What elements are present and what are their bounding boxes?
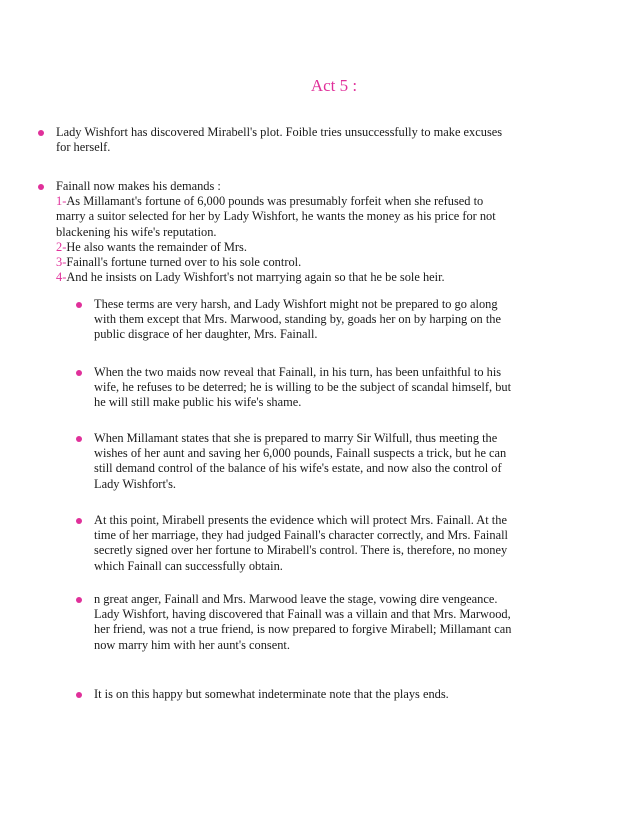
text-line: still demand control of the balance of his wife's estate, and now also the control of — [94, 461, 502, 476]
demand-line — [56, 194, 496, 209]
text-line: Lady Wishfort, having discovered that Fainall was a villain and that Mrs. Marwood, — [94, 607, 511, 622]
text-line: with them except that Mrs. Marwood, standing by, goads her on by harping on the — [94, 312, 501, 327]
bullet-icon — [38, 130, 44, 136]
text-line: When the two maids now reveal that Fainall, in his turn, has been unfaithful to his — [94, 365, 502, 379]
bullet-icon — [38, 184, 44, 190]
list-item — [94, 687, 449, 702]
text-line: secretly signed over her fortune to Mirabell's control. There is, therefore, no money — [94, 543, 508, 558]
text-line: which Fainall can successfully obtain. — [94, 558, 283, 573]
list-item — [94, 297, 501, 343]
bullet-icon — [76, 370, 82, 376]
page-title: Act 5 : — [310, 76, 358, 95]
demand-line — [56, 255, 496, 270]
text-line: public disgrace of her daughter, Mrs. Fainall. — [94, 327, 318, 342]
bullet-icon — [76, 597, 82, 603]
bullet-icon — [76, 692, 82, 698]
list-item — [56, 125, 502, 155]
list-item — [56, 179, 496, 285]
text-line: he will still make public his wife's shame. — [94, 395, 302, 410]
demand-text: Fainall's fortune turned over to his sole control. — [66, 255, 302, 270]
list-item — [94, 431, 506, 492]
list-item — [94, 365, 511, 411]
bullet-icon — [76, 518, 82, 524]
text-line: It is on this happy but somewhat indeterminate note that the plays ends. — [94, 687, 449, 701]
demand-text: And he insists on Lady Wishfort's not marrying again so that he be sole heir. — [66, 270, 445, 285]
demand-number: 1- — [56, 194, 67, 209]
text-line: now marry him with her aunt's consent. — [94, 637, 290, 652]
text-line: Lady Wishfort has discovered Mirabell's plot. Foible tries unsuccessfully to make excuses — [56, 125, 503, 139]
demand-line — [56, 240, 496, 255]
text-line: n great anger, Fainall and Mrs. Marwood leave the stage, vowing dire vengeance. — [94, 592, 498, 606]
list-item — [94, 592, 511, 653]
text-line: These terms are very harsh, and Lady Wishfort might not be prepared to go along — [94, 297, 498, 311]
list-item — [94, 513, 508, 574]
bullet-icon — [76, 436, 82, 442]
text-line: wishes of her aunt and saving her 6,000 pounds, Fainall suspects a trick, but he can — [94, 446, 507, 461]
demand-number: 2- — [56, 239, 67, 254]
demand-line — [56, 270, 496, 285]
text-line: At this point, Mirabell presents the evidence which will protect Mrs. Fainall. At the — [94, 513, 507, 527]
text-line: time of her marriage, they had judged Fainall's character correctly, and Mrs. Fainall — [94, 528, 508, 543]
bullet-icon — [76, 302, 82, 308]
text-line: Lady Wishfort's. — [94, 476, 177, 491]
demand-number: 4- — [56, 270, 67, 285]
text-line: marry a suitor selected for her by Lady Wishfort, he wants the money as his price for not — [56, 209, 496, 224]
text-line: her friend, was not a true friend, is now prepared to forgive Mirabell; Millamant can — [94, 622, 512, 637]
demand-text: He also wants the remainder of Mrs. — [66, 239, 247, 254]
text-line: for herself. — [56, 140, 111, 155]
text-line: wife, he refuses to be deterred; he is willing to be the subject of scandal himself, but — [94, 380, 512, 395]
text-line: When Millamant states that she is prepared to marry Sir Wilfull, thus meeting the — [94, 431, 498, 445]
demand-text: As Millamant's fortune of 6,000 pounds was presumably forfeit when she refused to — [66, 194, 484, 209]
demand-number: 3- — [56, 255, 67, 270]
text-line: blackening his wife's reputation. — [56, 224, 217, 239]
text-line: Fainall now makes his demands : — [56, 179, 221, 193]
